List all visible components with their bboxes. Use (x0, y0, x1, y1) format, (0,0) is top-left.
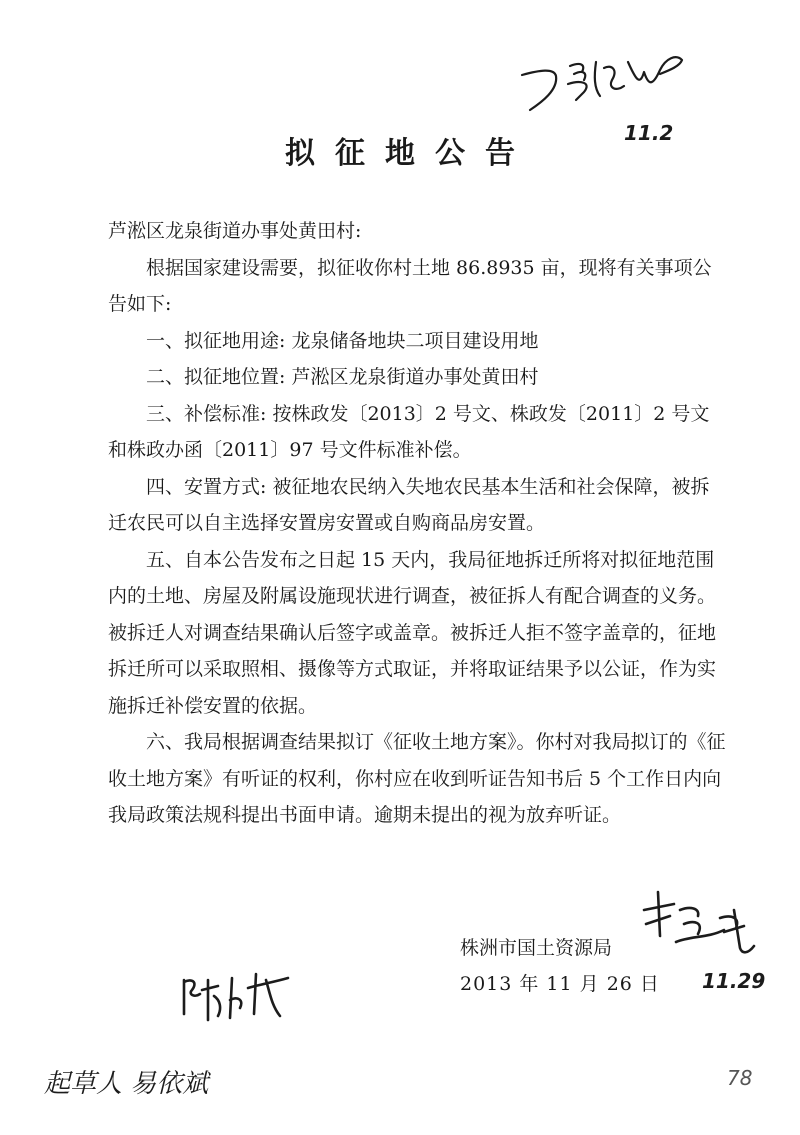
handwritten-signature-top (520, 40, 700, 150)
page-number: 78 (727, 1066, 753, 1090)
document-title: 拟征地公告 (285, 136, 535, 171)
drafter-note-text: 起草人 易依斌 (44, 1069, 209, 1099)
paragraph-survey: 五、自本公告发布之日起 15 天内，我局征地拆迁所将对拟征地范围内的土地、房屋及附属设施现状进行调查，被征拆人有配合调查的义务。被拆迁人对调查结果确认后签字或盖章。被拆迁人拒不签字盖章的，征地拆迁所可以采取照相、摄像等方式取证，并将取证结果予以公证，作为实施拆迁补偿安置的依据。 (108, 548, 717, 717)
handwritten-date-top: 11.2 (624, 121, 674, 145)
issuer-block (460, 930, 660, 1002)
addressee: 芦淞区龙泉街道办事处黄田村: (108, 220, 362, 242)
handwritten-approval-bottom (178, 960, 308, 1040)
paragraph-intro: 根据国家建设需要，拟征收你村土地 86.8935 亩，现将有关事项公告如下: (108, 256, 712, 315)
paragraph-resettlement: 四、安置方式: 被征地农民纳入失地农民基本生活和社会保障，被拆迁农民可以自主选择安置房安置或自购商品房安置。 (108, 475, 710, 534)
handwritten-date-right: 11.29 (702, 969, 766, 993)
handwritten-drafter-note (40, 1050, 240, 1110)
paragraph-hearing: 六、我局根据调查结果拟订《征收土地方案》。你村对我局拟订的《征收土地方案》有听证的权利，你村应在收到听证告知书后 5 个工作日内向我局政策法规科提出书面申请。逾期未提出的视为放弃听证。 (108, 731, 726, 826)
paragraph-purpose: 一、拟征地用途: 龙泉储备地块二项目建设用地 (146, 329, 539, 352)
issue-date: 2013 年 11 月 26 日 (460, 973, 660, 995)
paragraph-compensation: 三、补偿标准: 按株政发〔2013〕2 号文、株政发〔2011〕2 号文和株政办函〔2011〕97 号文件标准补偿。 (108, 402, 710, 461)
paragraph-location: 二、拟征地位置: 芦淞区龙泉街道办事处黄田村 (146, 366, 539, 388)
handwritten-signature-right (640, 880, 770, 1000)
issuer-name: 株洲市国土资源局 (460, 937, 613, 959)
document-body (108, 213, 728, 834)
